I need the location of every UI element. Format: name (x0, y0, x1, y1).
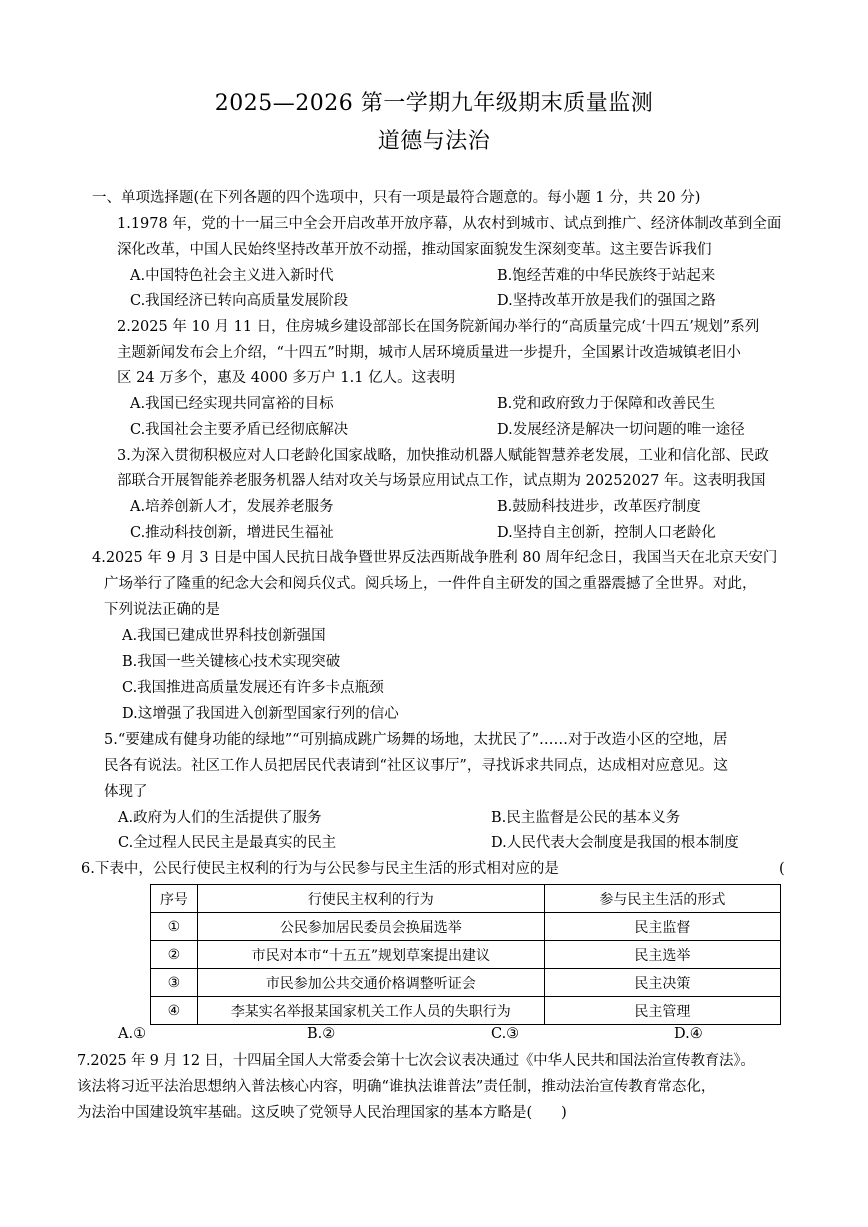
table-cell: 李某实名举报某国家机关工作人员的失职行为 (197, 997, 544, 1025)
table-cell: 公民参加居民委员会换届选举 (197, 913, 544, 941)
q3-option-c: C.推动科技创新，增进民生福祉 (130, 525, 334, 541)
q3-option-d: D.坚持自主创新，控制人口老龄化 (497, 525, 716, 541)
q6-paren: ( (779, 861, 785, 877)
q5-line: 体现了 (104, 784, 148, 800)
table-cell: ② (151, 941, 198, 969)
q6-option-d: D.④ (674, 1026, 703, 1042)
q5-option-b: B.民主监督是公民的基本义务 (491, 810, 681, 826)
q2-option-d: D.发展经济是解决一切问题的唯一途径 (497, 422, 745, 438)
q5-option-d: D.人民代表大会制度是我国的根本制度 (491, 835, 739, 851)
exam-title: 2025—2026 第一学期九年级期末质量监测 (214, 91, 654, 116)
q5-line: 民各有说法。社区工作人员把居民代表请到“社区议事厅”，寻找诉求共同点，达成相对应意见。这 (104, 758, 728, 774)
q2-line: 2.2025 年 10 月 11 日，住房城乡建设部部长在国务院新闻办举行的“高质量完成‘十四五’规划”系列 (117, 319, 760, 335)
table-header: 参与民主生活的形式 (544, 885, 780, 913)
table-cell: 市民参加公共交通价格调整听证会 (197, 969, 544, 997)
q4-option-d: D.这增强了我国进入创新型国家行列的信心 (122, 706, 399, 722)
table-cell: 市民对本市“十五五”规划草案提出建议 (197, 941, 544, 969)
table-row (151, 969, 781, 997)
q1-line: 1.1978 年，党的十一届三中全会开启改革开放序幕，从农村到城市、试点到推广、经济体制改革到全面 (117, 216, 782, 232)
section-heading: 一、单项选择题(在下列各题的四个选项中，只有一项是最符合题意的。每小题 1 分，共 20 分) (92, 190, 701, 206)
table-cell: ④ (151, 997, 198, 1025)
table-cell: 民主选举 (544, 941, 780, 969)
q3-option-b: B.鼓励科技进步，改革医疗制度 (497, 499, 701, 515)
table-row (151, 913, 781, 941)
q3-line: 部联合开展智能养老服务机器人结对攻关与场景应用试点工作，试点期为 20252027 年。这表明我国 (117, 473, 766, 489)
q6-table (150, 884, 781, 1025)
q2-option-b: B.党和政府致力于保障和改善民生 (497, 396, 716, 412)
q6-line: 6.下表中，公民行使民主权利的行为与公民参与民主生活的形式相对应的是 (81, 861, 559, 877)
q2-option-c: C.我国社会主要矛盾已经彻底解决 (130, 422, 349, 438)
table-cell: 民主监督 (544, 913, 780, 941)
q6-option-c: C.③ (491, 1026, 520, 1042)
exam-subject: 道德与法治 (377, 129, 491, 154)
q4-line: 广场举行了隆重的纪念大会和阅兵仪式。阅兵场上，一件件自主研发的国之重器震撼了全世界。对此， (104, 576, 757, 592)
q2-line: 主题新闻发布会上介绍，“十四五”时期，城市人居环境质量进一步提升，全国累计改造城镇老旧小 (117, 345, 741, 361)
q1-option-c: C.我国经济已转向高质量发展阶段 (130, 293, 349, 309)
q6-option-b: B.② (307, 1026, 336, 1042)
q3-option-a: A.培养创新人才，发展养老服务 (130, 499, 334, 515)
q1-option-d: D.坚持改革开放是我们的强国之路 (497, 293, 716, 309)
table-row (151, 941, 781, 969)
table-row (151, 997, 781, 1025)
q1-option-b: B.饱经苦难的中华民族终于站起来 (497, 268, 716, 284)
q2-option-a: A.我国已经实现共同富裕的目标 (130, 396, 334, 412)
table-cell: ① (151, 913, 198, 941)
q4-option-a: A.我国已建成世界科技创新强国 (122, 628, 326, 644)
q5-option-a: A.政府为人们的生活提供了服务 (118, 810, 322, 826)
q6-option-a: A.① (118, 1026, 147, 1042)
q1-option-a: A.中国特色社会主义进入新时代 (130, 268, 334, 284)
table-header-row (151, 885, 781, 913)
table-cell: 民主管理 (544, 997, 780, 1025)
table-cell: 民主决策 (544, 969, 780, 997)
q7-line: 为法治中国建设筑牢基础。这反映了党领导人民治理国家的基本方略是( ) (77, 1105, 567, 1121)
q4-line: 下列说法正确的是 (104, 602, 220, 618)
q3-line: 3.为深入贯彻积极应对人口老龄化国家战略，加快推动机器人赋能智慧养老发展，工业和信化部、民政 (117, 448, 769, 464)
q7-line: 7.2025 年 9 月 12 日，十四届全国人大常委会第十七次会议表决通过《中华人民共和国法治宣传教育法》。 (77, 1053, 755, 1069)
q2-line: 区 24 万多个，惠及 4000 多万户 1.1 亿人。这表明 (117, 370, 456, 386)
q4-line: 4.2025 年 9 月 3 日是中国人民抗日战争暨世界反法西斯战争胜利 80 周年纪念日，我国当天在北京天安门 (92, 550, 778, 566)
q5-line: 5.“要建成有健身功能的绿地”“可别搞成跳广场舞的场地，太扰民了”……对于改造小区的空地，居 (104, 732, 728, 748)
table-header: 序号 (151, 885, 198, 913)
q5-option-c: C.全过程人民民主是最真实的民主 (118, 835, 337, 851)
table-cell: ③ (151, 969, 198, 997)
table-header: 行使民主权利的行为 (197, 885, 544, 913)
q1-line: 深化改革，中国人民始终坚持改革开放不动摇，推动国家面貌发生深刻变革。这主要告诉我们 (117, 242, 712, 258)
q4-option-c: C.我国推进高质量发展还有许多卡点瓶颈 (122, 680, 384, 696)
q4-option-b: B.我国一些关键核心技术实现突破 (122, 654, 341, 670)
q7-line: 该法将习近平法治思想纳入普法核心内容，明确“谁执法谁普法”责任制，推动法治宣传教育常态化， (77, 1079, 716, 1095)
